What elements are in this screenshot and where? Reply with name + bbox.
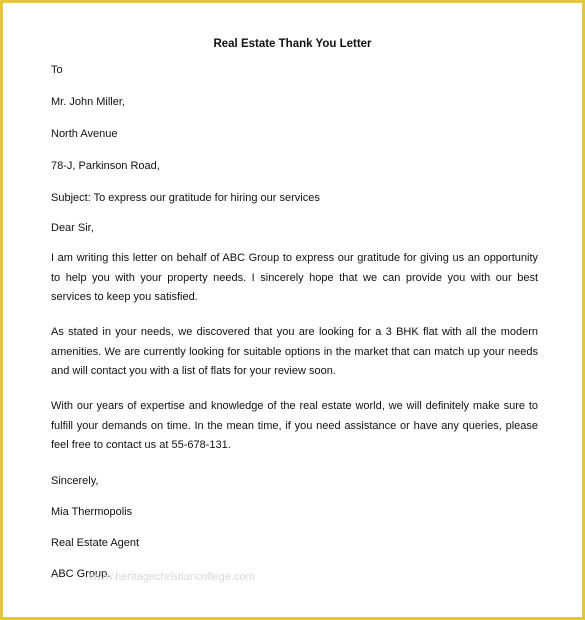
body-paragraph-2: As stated in your needs, we discovered that you are looking for a 3 BHK flat with all the modern amenities. We are currently looking for suitable options in the market that can match up your needs and will contact you with a list of flats for your review soon. bbox=[51, 326, 538, 377]
signer-name: Mia Thermopolis bbox=[51, 506, 133, 518]
company-name: ABC Group. bbox=[51, 568, 111, 580]
letter-title: Real Estate Thank You Letter bbox=[213, 38, 372, 50]
closing: Sincerely, bbox=[51, 475, 99, 487]
address-line-2: 78-J, Parkinson Road, bbox=[51, 160, 160, 172]
signer-title: Real Estate Agent bbox=[51, 537, 140, 549]
salutation: Dear Sir, bbox=[51, 222, 94, 234]
body-paragraph-3: With our years of expertise and knowledge of the real estate world, we will definitely make sure to fulfill your demands on time. In the mean time, if you need assistance or have any queries, please feel free to contact us at 55-678-131. bbox=[51, 400, 538, 451]
watermark: www.heritagechristiancollege.com bbox=[89, 571, 255, 583]
address-line-1: North Avenue bbox=[51, 128, 118, 140]
subject-line: Subject: To express our gratitude for hiring our services bbox=[51, 192, 320, 204]
recipient-name: Mr. John Miller, bbox=[51, 96, 125, 108]
body-paragraph-1: I am writing this letter on behalf of ABC Group to express our gratitude for giving us an opportunity to help you with your property needs. I sincerely hope that we can provide you with our best services to keep you satisfied. bbox=[51, 252, 538, 303]
to-line: To bbox=[51, 64, 63, 76]
